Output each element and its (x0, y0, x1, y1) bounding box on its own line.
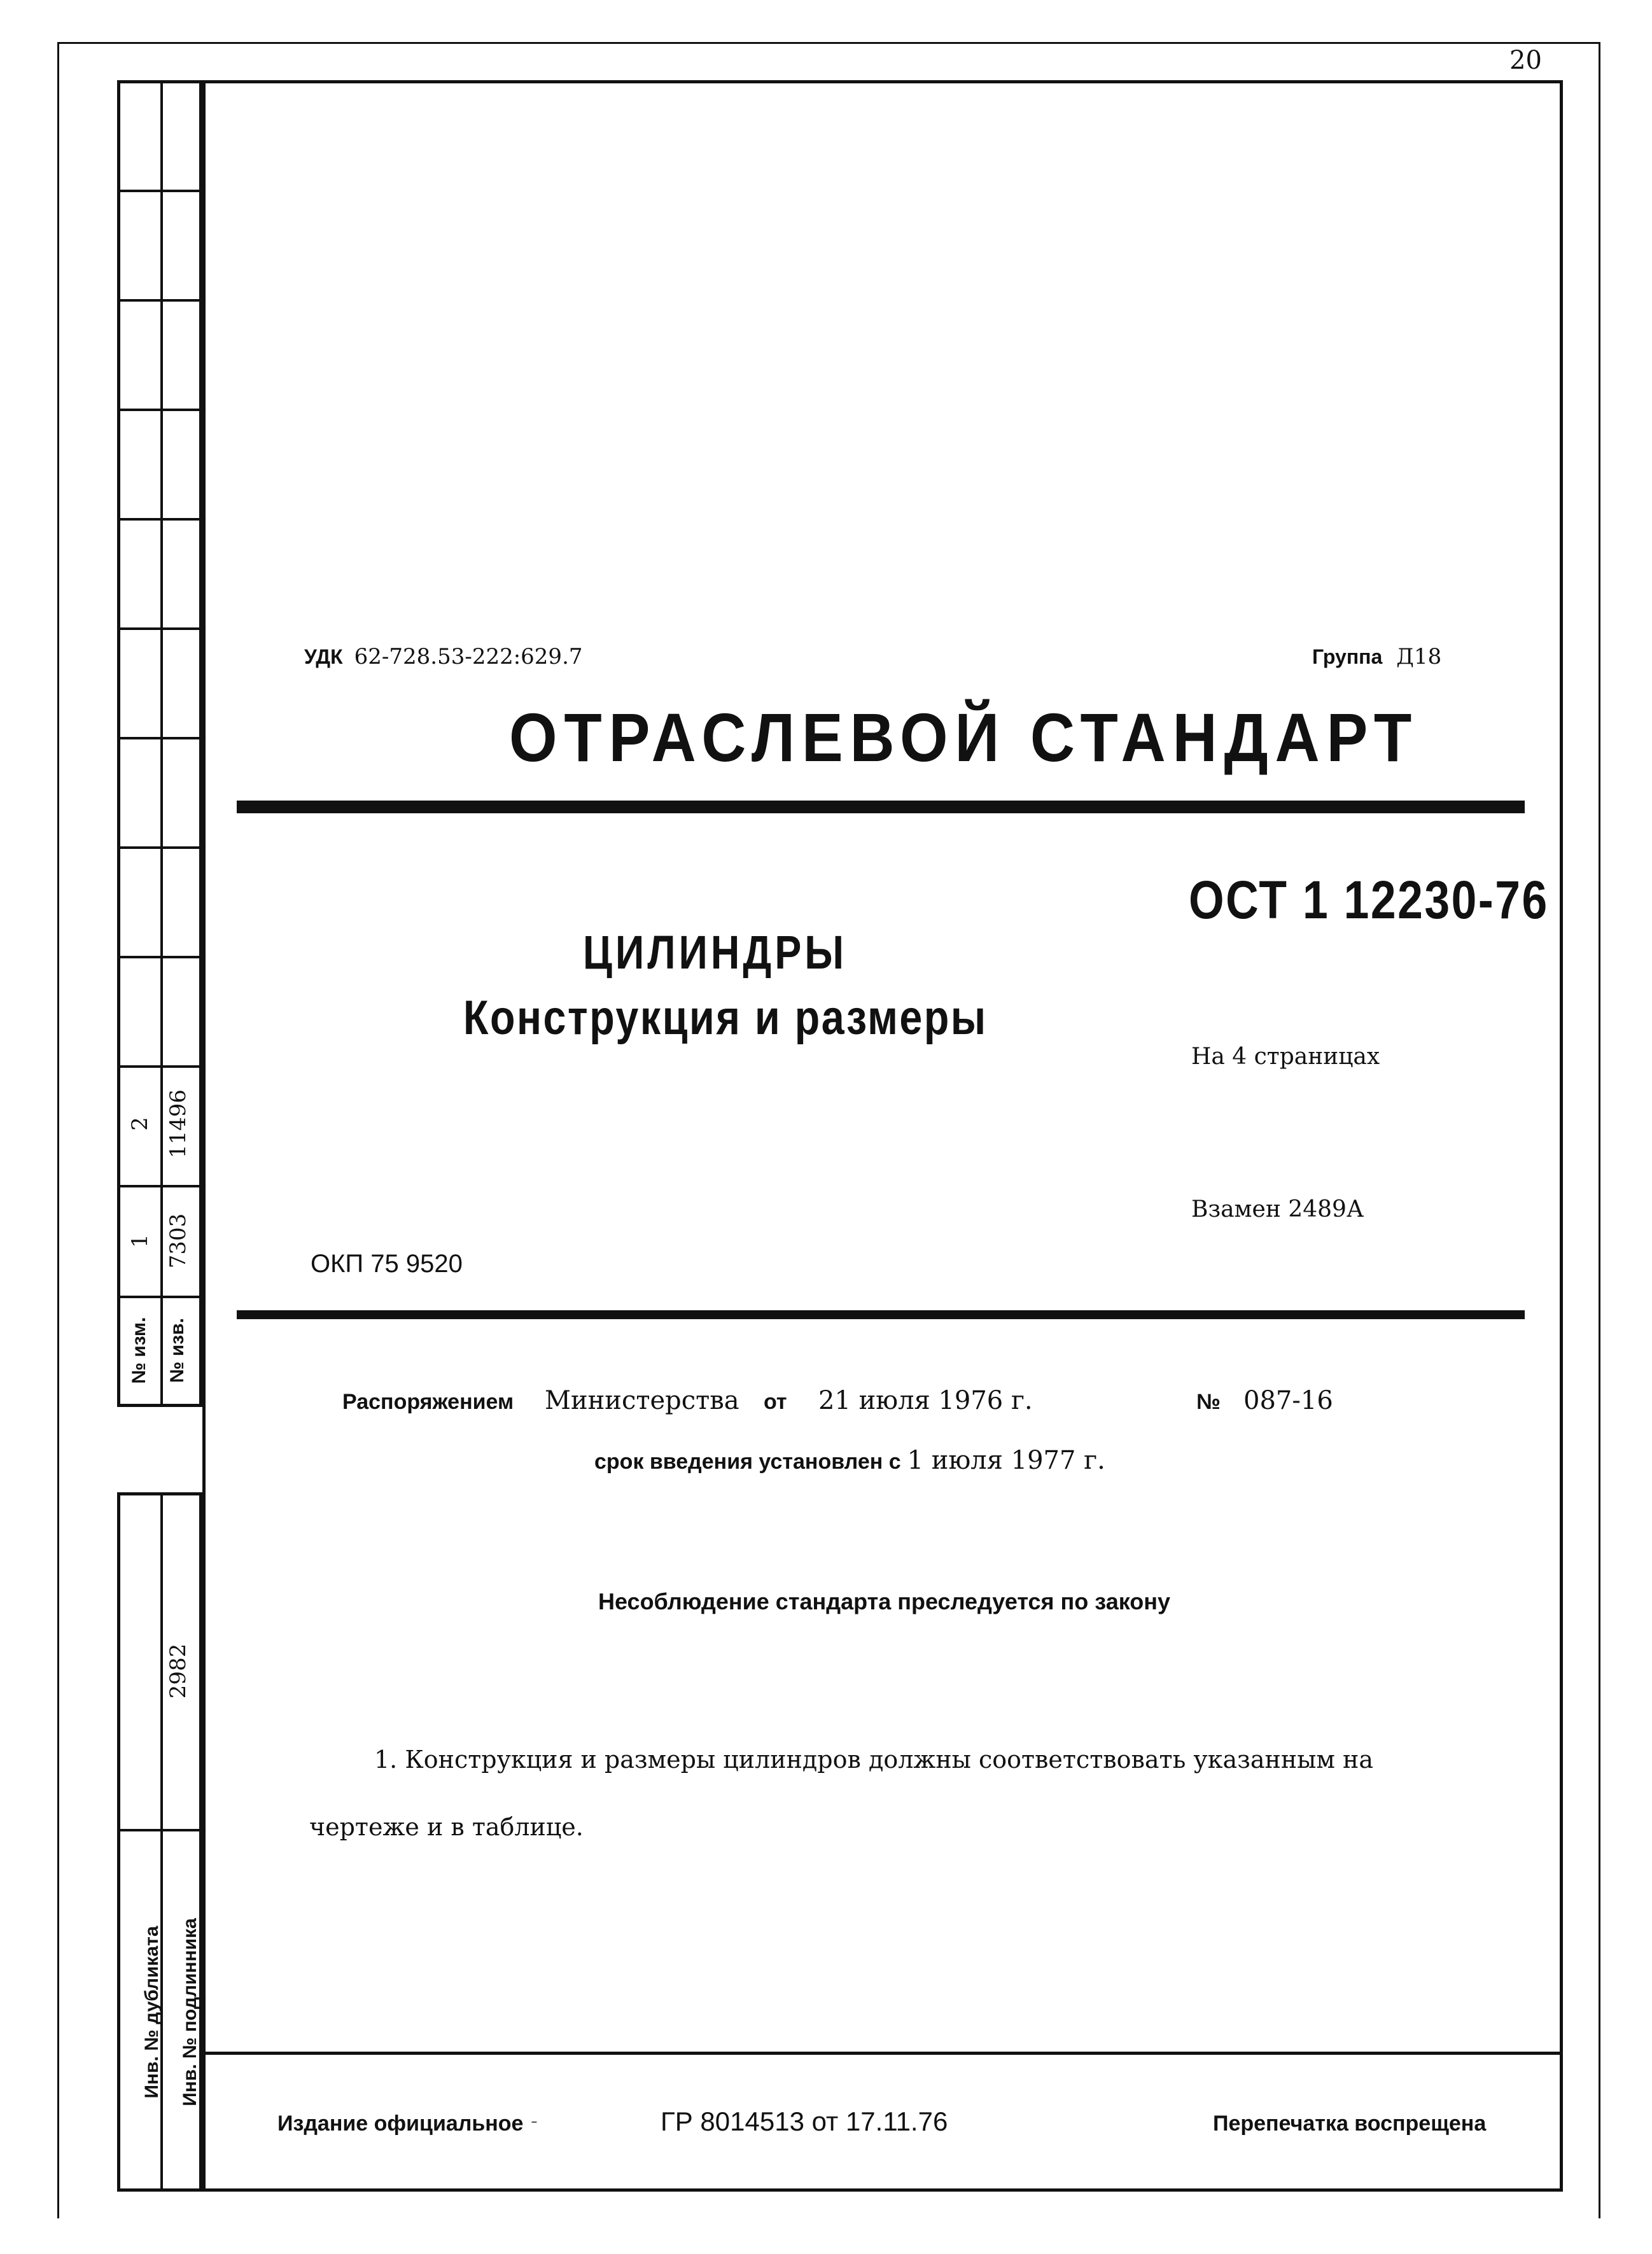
udk-label: УДК (304, 645, 343, 668)
title-rule (237, 801, 1525, 813)
sheet-left-edge (57, 42, 59, 2218)
ministry: Министерства (545, 1386, 739, 1415)
group-label: Группа (1312, 645, 1383, 668)
law-notice: Несоблюдение стандарта преследуется по закону (598, 1588, 1171, 1614)
original-inventory-number: 2982 (165, 1643, 191, 1699)
original-inventory-label: Инв. № подлинника (179, 1918, 200, 2106)
order-number-label: № (1196, 1390, 1221, 1414)
notice-number-label: № изв. (167, 1318, 188, 1383)
okp-code: ОКП 75 9520 (311, 1250, 463, 1278)
margin-row-line (117, 737, 202, 739)
margin-divider (160, 80, 163, 1407)
section-rule (237, 1310, 1525, 1319)
registration-number: ГР 8014513 от 17.11.76 (661, 2106, 948, 2136)
main-frame (202, 80, 1563, 2192)
margin-row-line (117, 1829, 202, 1831)
margin-row-line (117, 190, 202, 192)
intro-date: 1 июля 1977 г. (907, 1446, 1105, 1475)
sheet-top-edge (59, 42, 1599, 44)
order-label: Распоряжением (342, 1390, 514, 1414)
paragraph-1: 1. Конструкция и размеры цилиндров должны соответствовать указанным на чертеже и в таблице. (309, 1746, 1374, 1841)
footer-tick: - (531, 2110, 538, 2132)
margin-row-line (117, 299, 202, 302)
sheet-right-edge (1599, 42, 1600, 2218)
revision-1: 1 (127, 1234, 153, 1248)
udk-line (304, 644, 583, 669)
margin-row-line (117, 518, 202, 521)
standard-number: ОСТ 1 12230-76 (1189, 870, 1549, 930)
margin-row-line (117, 1185, 202, 1187)
standard-title: ЦИЛИНДРЫ (583, 926, 848, 979)
reprint-notice: Перепечатка воспрещена (1213, 2111, 1487, 2136)
official-edition: Издание официальное (277, 2111, 524, 2136)
margin-row-line (117, 846, 202, 849)
document-title: ОТРАСЛЕВОЙ СТАНДАРТ (509, 699, 1419, 776)
replaces-note: Взамен 2489А (1191, 1196, 1364, 1222)
margin-row-line (117, 1296, 202, 1298)
intro-label: срок введения установлен с (594, 1450, 901, 1474)
order-from: от (764, 1390, 787, 1414)
order-number: 087-16 (1243, 1386, 1333, 1415)
duplicate-inventory-label: Инв. № дубликата (141, 1926, 162, 2099)
udk-value: 62-728.53-222:629.7 (354, 644, 583, 669)
notice-2: 11496 (165, 1089, 191, 1159)
revision-number-label: № изм. (129, 1317, 150, 1384)
page-number: 20 (1509, 46, 1542, 75)
standard-subtitle: Конструкция и размеры (463, 991, 988, 1045)
order-date: 21 июля 1976 г. (818, 1386, 1033, 1415)
revision-2: 2 (127, 1117, 153, 1131)
page-count: На 4 страницах (1191, 1044, 1380, 1070)
intro-date-line (594, 1446, 1105, 1475)
group-value: Д18 (1396, 644, 1442, 669)
margin-row-line (117, 1065, 202, 1068)
margin-row-line (117, 409, 202, 411)
group-line (1312, 644, 1441, 669)
margin-row-line (117, 627, 202, 630)
footer-rule (202, 2052, 1563, 2055)
notice-1: 7303 (165, 1213, 191, 1269)
margin-row-line (117, 956, 202, 958)
